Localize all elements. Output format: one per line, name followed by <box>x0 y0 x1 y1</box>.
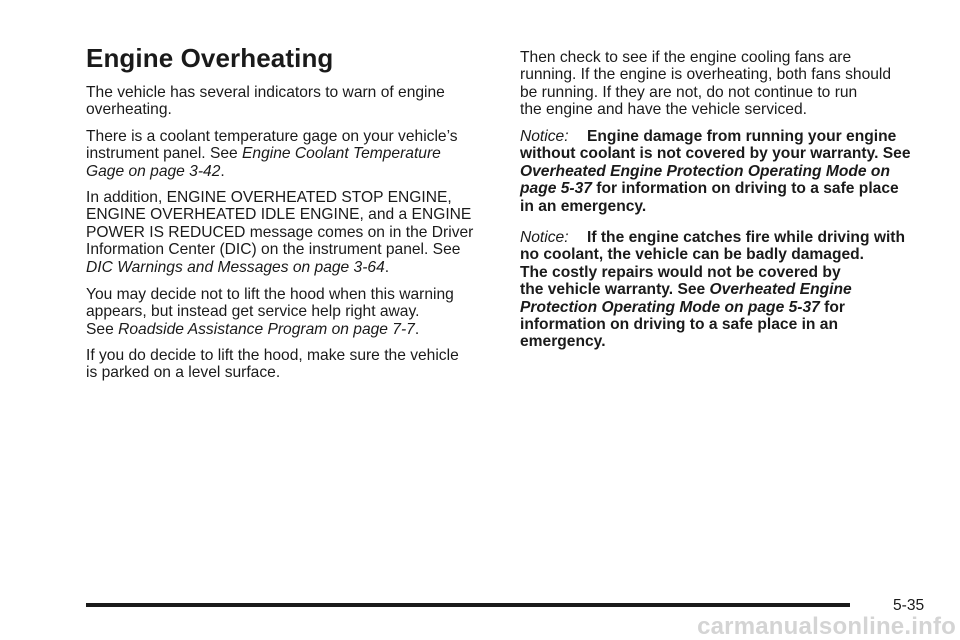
page-number: 5-35 <box>893 597 925 614</box>
text-line <box>86 321 454 338</box>
text-line <box>520 180 911 197</box>
text-segment: . <box>384 258 390 276</box>
text-segment: the vehicle warranty. See <box>520 281 710 299</box>
text-segment: . <box>220 162 225 180</box>
hood-warning-paragraph <box>86 286 454 338</box>
text-line <box>86 145 458 162</box>
text-line <box>86 163 458 180</box>
text-line <box>520 281 905 298</box>
text-line: overheating. <box>86 101 172 119</box>
text-line: running. If the engine is overheating, both fans should <box>520 66 892 84</box>
text-line: The costly repairs would not be covered by <box>520 263 841 281</box>
cross-reference-link[interactable]: page 5-37 <box>520 180 592 198</box>
text-line: You may decide not to lift the hood when this warning <box>86 286 454 303</box>
text-line: emergency. <box>520 333 606 351</box>
text-line: appears, but instead get service help right away. <box>86 303 420 321</box>
text-line: in an emergency. <box>520 197 647 215</box>
text-segment: for <box>819 298 845 316</box>
cross-reference-link[interactable]: Protection Operating Mode on page 5-37 <box>520 298 820 316</box>
text-segment: If the engine catches fire while driving with <box>587 229 905 246</box>
text-line <box>86 259 473 276</box>
cross-reference-link[interactable]: DIC Warnings and Messages on page 3-64 <box>86 258 385 276</box>
text-line: Then check to see if the engine cooling fans are <box>520 49 852 66</box>
cooling-fans-paragraph <box>520 49 891 119</box>
footer-rule <box>86 603 850 607</box>
text-line: The vehicle has several indicators to warn of engine <box>86 84 445 101</box>
text-line: ENGINE OVERHEATED IDLE ENGINE, and a ENGINE <box>86 206 472 224</box>
text-segment: instrument panel. See <box>86 145 243 163</box>
text-line: is parked on a level surface. <box>86 364 281 382</box>
text-line: information on driving to a safe place in an <box>520 316 838 334</box>
notice-warranty <box>520 128 911 215</box>
text-line: There is a coolant temperature gage on your vehicle’s <box>86 128 458 145</box>
text-segment: See <box>86 320 119 338</box>
notice-label: Notice: <box>520 229 569 246</box>
text-line <box>520 299 905 316</box>
text-segment: for information on driving to a safe place <box>591 180 899 198</box>
notice-fire <box>520 229 905 351</box>
text-line: be running. If they are not, do not continue to run <box>520 83 858 101</box>
text-line: POWER IS REDUCED message comes on in the Driver <box>86 223 474 241</box>
gage-paragraph <box>86 128 458 180</box>
cross-reference-link[interactable]: Overheated Engine Protection Operating Mode on <box>520 162 890 180</box>
cross-reference-link[interactable]: Engine Coolant Temperature <box>242 145 441 163</box>
cross-reference-link[interactable]: Overheated Engine <box>709 281 852 299</box>
text-line: If you do decide to lift the hood, make sure the vehicle <box>86 347 459 364</box>
text-line: the engine and have the vehicle serviced. <box>520 101 807 119</box>
text-line: no coolant, the vehicle can be badly damaged. <box>520 246 865 264</box>
page-title: Engine Overheating <box>86 43 334 73</box>
cross-reference-link[interactable]: Gage on page 3-42 <box>86 162 221 180</box>
text-segment: Engine damage from running your engine <box>587 128 897 145</box>
intro-paragraph <box>86 84 445 119</box>
watermark: carmanualsonline.info <box>697 613 956 640</box>
text-segment: . <box>414 320 420 338</box>
notice-label: Notice: <box>520 128 569 145</box>
lift-hood-paragraph <box>86 347 459 382</box>
text-line <box>520 128 911 145</box>
text-line: In addition, ENGINE OVERHEATED STOP ENGINE, <box>86 189 452 206</box>
cross-reference-link[interactable]: Roadside Assistance Program on page 7-7 <box>118 320 415 338</box>
text-line: without coolant is not covered by your warranty. See <box>520 145 911 163</box>
text-line <box>520 229 905 246</box>
text-line: Information Center (DIC) on the instrument panel. See <box>86 241 461 259</box>
messages-paragraph <box>86 189 473 276</box>
